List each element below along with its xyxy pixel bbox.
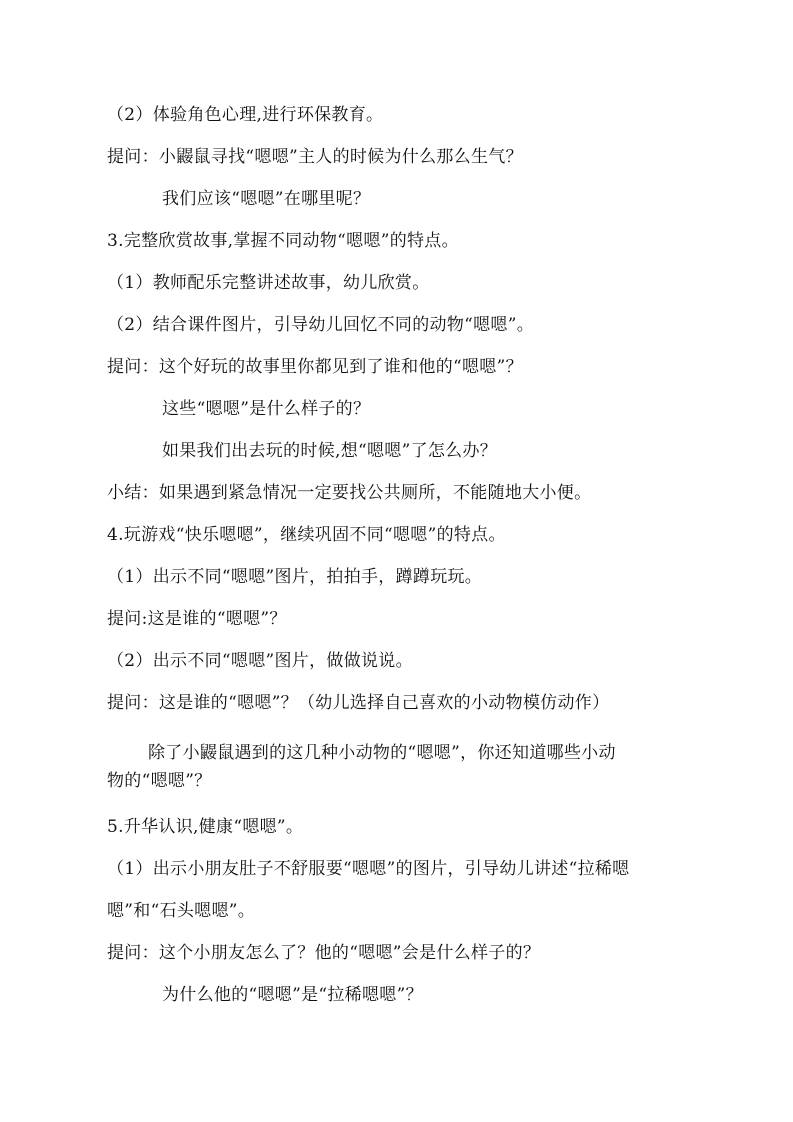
text-line-2: 提问：小鼹鼠寻找“嗯嗯”主人的时候为什么那么生气？ (107, 147, 523, 167)
text-line-17: 物的“嗯嗯”？ (107, 771, 212, 791)
text-line-21: 提问：这个小朋友怎么了？他的“嗯嗯”会是什么样子的？ (107, 943, 541, 963)
text-line-19: （1）出示小朋友肚子不舒服要“嗯嗯”的图片，引导幼儿讲述“拉稀嗯 (107, 859, 630, 879)
text-line-15: 提问：这是谁的“嗯嗯”？（幼儿选择自己喜欢的小动物模仿动作） (107, 693, 610, 713)
text-line-22: 为什么他的“嗯嗯”是“拉稀嗯嗯”？ (162, 985, 423, 1005)
text-line-20: 嗯”和“石头嗯嗯”。 (107, 901, 256, 921)
text-line-14: （2）出示不同“嗯嗯”图片，做做说说。 (107, 651, 413, 671)
text-line-12: （1）出示不同“嗯嗯”图片，拍拍手，蹲蹲玩玩。 (107, 567, 483, 587)
text-line-3: 我们应该“嗯嗯”在哪里呢？ (162, 189, 371, 209)
text-line-11: 4.玩游戏“快乐嗯嗯”，继续巩固不同“嗯嗯”的特点。 (107, 525, 506, 545)
text-line-10: 小结：如果遇到紧急情况一定要找公共厕所，不能随地大小便。 (107, 483, 592, 503)
text-line-9: 如果我们出去玩的时候,想“嗯嗯”了怎么办？ (162, 441, 498, 461)
text-line-8: 这些“嗯嗯”是什么样子的？ (162, 399, 371, 419)
text-line-16: 除了小鼹鼠遇到的这几种小动物的“嗯嗯”，你还知道哪些小动 (148, 743, 616, 763)
text-line-13: 提问:这是谁的“嗯嗯”？ (107, 609, 287, 629)
text-line-4: 3.完整欣赏故事,掌握不同动物“嗯嗯”的特点。 (107, 231, 459, 251)
text-line-6: （2）结合课件图片，引导幼儿回忆不同的动物“嗯嗯”。 (107, 315, 534, 335)
text-line-7: 提问：这个好玩的故事里你都见到了谁和他的“嗯嗯”？ (107, 357, 523, 377)
text-line-5: （1）教师配乐完整讲述故事，幼儿欣赏。 (107, 273, 430, 293)
text-line-1: （2）体验角色心理,进行环保教育。 (107, 105, 384, 125)
text-line-18: 5.升华认识,健康“嗯嗯”。 (107, 817, 304, 837)
